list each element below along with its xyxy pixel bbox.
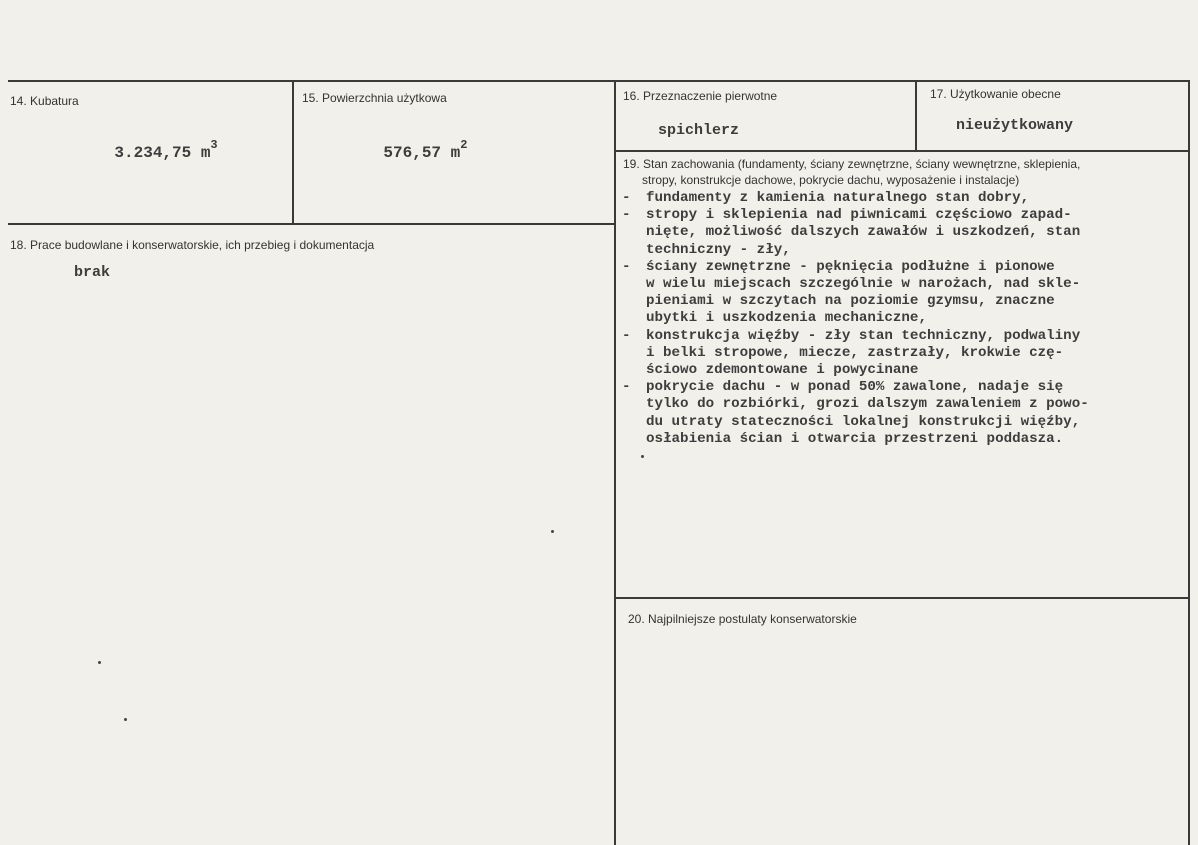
condition-item-continuation [622,414,1192,431]
condition-item-continuation [622,310,1192,327]
stray-mark [124,718,127,721]
condition-text: ubytki i uszkodzenia mechaniczne, [646,310,927,327]
condition-item [622,259,1192,276]
field-17-label: 17. Użytkowanie obecne [930,87,1061,101]
condition-item-continuation [622,345,1192,362]
condition-item-continuation [622,362,1192,379]
field-14-exponent: 3 [210,138,218,152]
condition-text: ściowo zdemontowane i powycinane [646,362,919,379]
condition-text: w wielu miejscach szczególnie w narożach, nad skle- [646,276,1081,293]
condition-item [622,379,1192,396]
top-rule [8,80,1190,82]
condition-text: osłabienia ścian i otwarcia przestrzeni poddasza. [646,430,1064,447]
list-dash: - [622,207,631,224]
field-17-value: nieużytkowany [956,117,1074,134]
field-18-label: 18. Prace budowlane i konserwatorskie, ich przebieg i dokumentacja [10,238,375,252]
condition-text: nięte, możliwość dalszych zawałów i uszkodzeń, stan [646,224,1081,241]
field-15-value [345,120,467,179]
condition-item-continuation [622,293,1192,310]
field-16-value: spichlerz [658,122,740,139]
condition-text: i belki stropowe, miecze, zastrzały, krokwie czę- [646,344,1064,361]
rule-left-row2 [8,223,615,225]
condition-text: pokrycie dachu - w ponad 50% zawalone, nadaje się [646,379,1064,396]
condition-item-continuation [622,242,1192,259]
stray-mark [98,661,101,664]
condition-item [622,190,1192,207]
field-14-number: 3.234,75 m [114,144,211,162]
list-dash: - [622,379,631,396]
list-dash: - [622,258,631,275]
condition-text: stropy i sklepienia nad piwnicami częściowo zapad- [646,207,1072,224]
field-14-label: 14. Kubatura [10,94,79,108]
field-15-number: 576,57 m [383,144,461,162]
stray-mark [551,530,554,533]
condition-list [622,190,1192,448]
field-14-value [76,120,218,179]
condition-item-continuation [622,431,1192,448]
rule-right-row3 [615,597,1190,599]
list-dash: - [622,327,631,344]
condition-text: tylko do rozbiórki, grozi dalszym zawaleniem z powo- [646,396,1089,413]
divider-center [614,80,616,845]
field-19-label-line1: 19. Stan zachowania (fundamenty, ściany zewnętrzne, ściany wewnętrzne, sklepienia, [623,157,1081,171]
condition-text: du utraty stateczności lokalnej konstrukcji więźby, [646,413,1081,430]
divider-14-15 [292,80,294,225]
condition-item-continuation [622,396,1192,413]
field-15-label: 15. Powierzchnia użytkowa [302,91,447,105]
condition-item [622,328,1192,345]
field-16-label: 16. Przeznaczenie pierwotne [623,89,778,103]
condition-text: konstrukcja więźby - zły stan techniczny, podwaliny [646,327,1081,344]
divider-16-17 [915,80,917,152]
condition-text: pieniami w szczytach na poziomie gzymsu, znaczne [646,293,1055,310]
condition-item [622,207,1192,224]
field-15-exponent: 2 [460,138,468,152]
condition-text: techniczny - zły, [646,241,791,258]
condition-text: ściany zewnętrzne - pęknięcia podłużne i pionowe [646,258,1055,275]
field-20-label: 20. Najpilniejsze postulaty konserwatorskie [628,612,857,626]
condition-text: fundamenty z kamienia naturalnego stan dobry, [646,190,1030,206]
condition-item-continuation [622,224,1192,241]
field-18-value: brak [74,264,111,281]
condition-item-continuation [622,276,1192,293]
stray-mark [641,455,644,458]
rule-right-row2 [615,150,1190,152]
list-dash: - [622,190,631,206]
field-19-label-line2: stropy, konstrukcje dachowe, pokrycie dachu, wyposażenie i instalacje) [642,173,1020,187]
